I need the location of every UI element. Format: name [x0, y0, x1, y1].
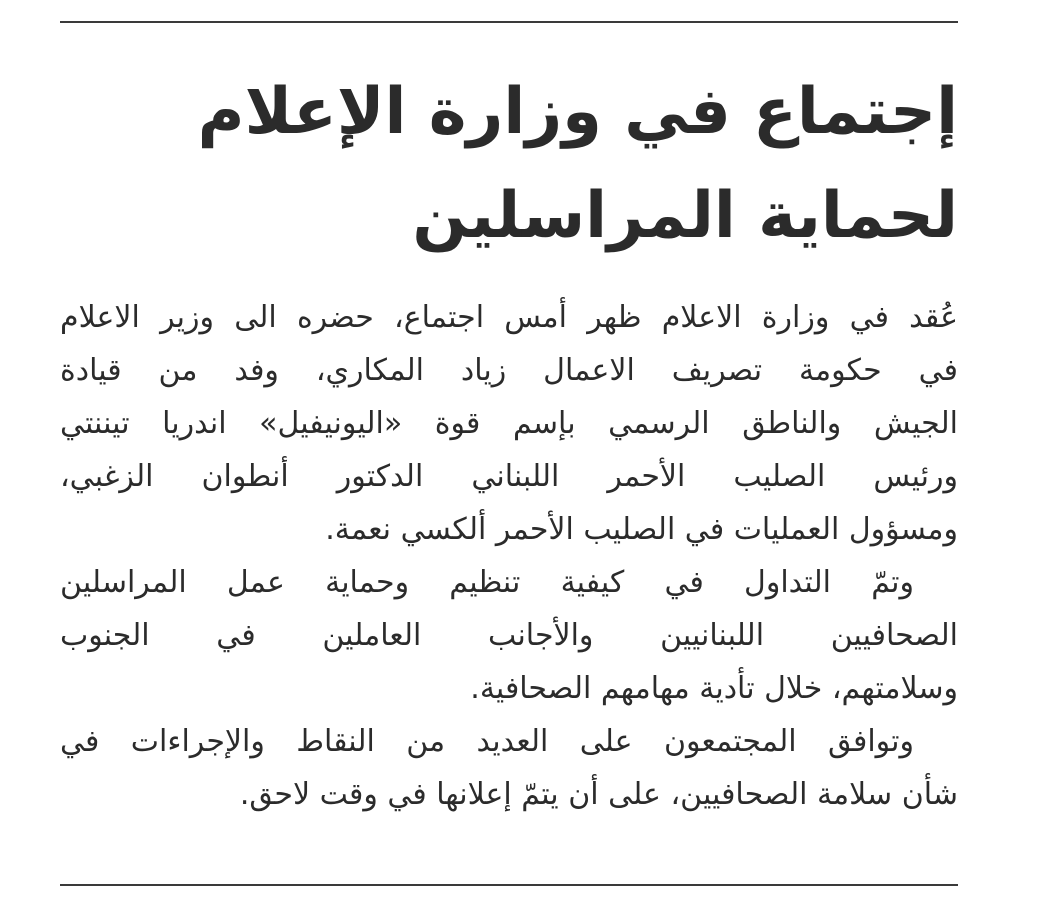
headline-line-2: لحماية المراسلين	[412, 179, 958, 253]
body-line-10: شأن سلامة الصحافيين، على أن يتمّ إعلانها في وقت لاحق.	[239, 777, 958, 812]
top-divider	[60, 21, 958, 23]
body-line-9: وتوافق المجتمعون على العديد من النقاط والإجراءات في	[60, 724, 914, 759]
body-line-1: عُقد في وزارة الاعلام ظهر أمس اجتماع، حضره الى وزير الاعلام	[60, 300, 958, 335]
bottom-divider	[60, 884, 958, 886]
body-line-3: الجيش والناطق الرسمي بإسم قوة «اليونيفيل» اندريا تيننتي	[60, 406, 958, 441]
article-headline	[60, 60, 958, 268]
body-line-2: في حكومة تصريف الاعمال زياد المكاري، وفد من قيادة	[60, 353, 958, 388]
article-body	[60, 291, 958, 821]
body-line-4: ورئيس الصليب الأحمر اللبناني الدكتور أنطوان الزغبي،	[60, 459, 958, 494]
headline-line-1: إجتماع في وزارة الإعلام	[197, 75, 958, 149]
body-line-7: الصحافيين اللبنانيين والأجانب العاملين في الجنوب	[60, 618, 958, 653]
body-line-8: وسلامتهم، خلال تأدية مهامهم الصحافية.	[470, 671, 958, 706]
body-line-5: ومسؤول العمليات في الصليب الأحمر ألكسي نعمة.	[325, 512, 958, 547]
body-line-6: وتمّ التداول في كيفية تنظيم وحماية عمل المراسلين	[60, 565, 914, 600]
